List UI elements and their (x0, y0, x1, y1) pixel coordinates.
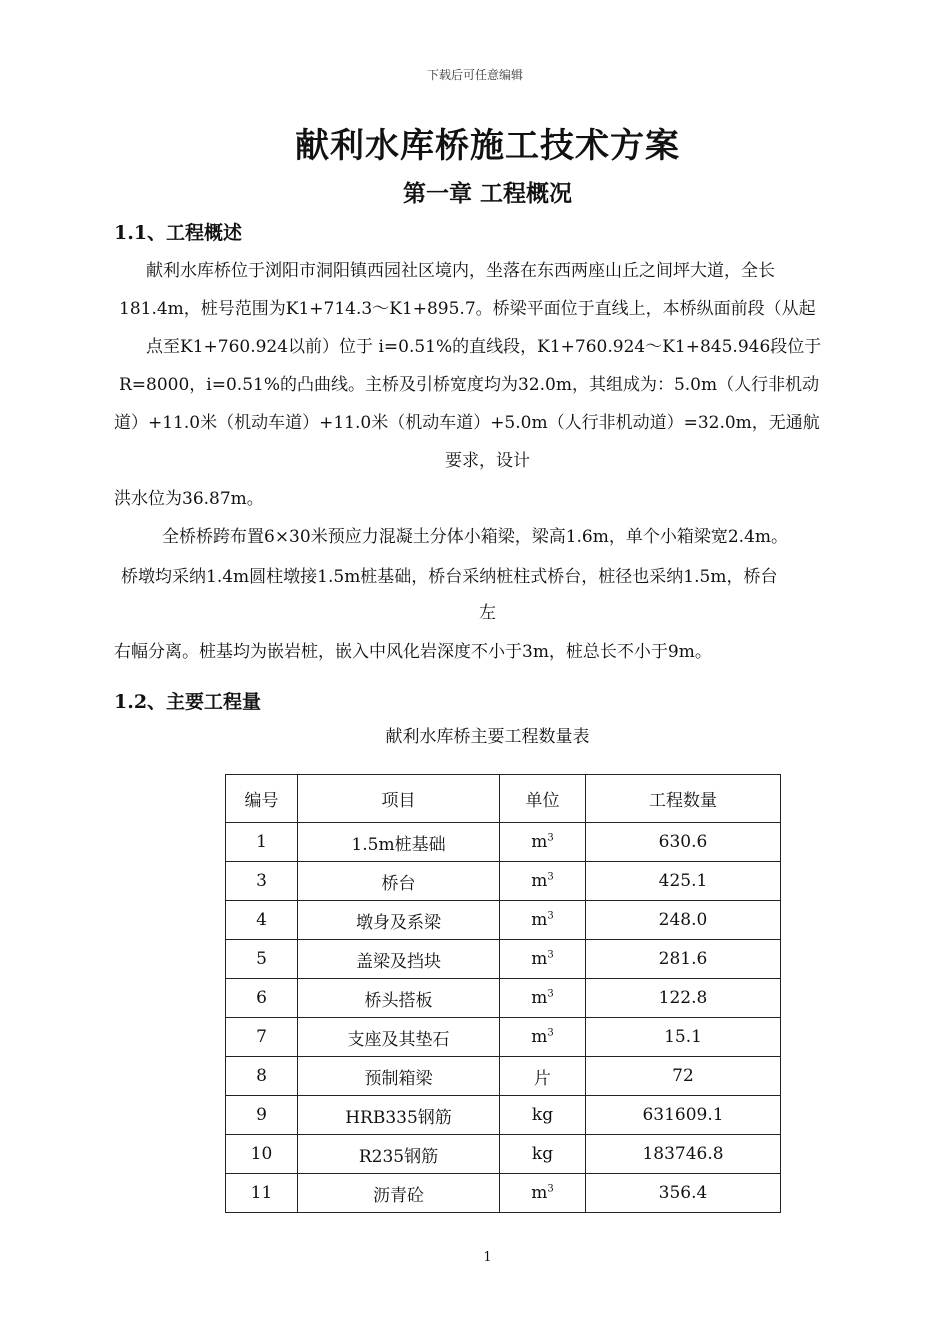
table-row (226, 901, 781, 940)
table-row (226, 1096, 781, 1135)
paragraph-line: 要求，设计 (445, 451, 530, 471)
cell-item: 支座及其垫石 (298, 1018, 500, 1057)
cell-unit (500, 1096, 586, 1135)
cell-quantity: 122.8 (586, 979, 781, 1018)
cell-no: 3 (226, 862, 298, 901)
section-heading-quantities: 1.2、主要工程量 (114, 691, 262, 713)
cell-quantity: 631609.1 (586, 1096, 781, 1135)
paragraph-line: 道）+11.0米（机动车道）+11.0米（机动车道）+5.0m（人行非机动道）=32.0m，无通航 (114, 413, 820, 433)
cell-item: 沥青砼 (298, 1174, 500, 1213)
unit-text: kg (531, 1144, 554, 1164)
unit-text: m (531, 988, 548, 1008)
unit-text: m (531, 1183, 548, 1203)
cell-no: 10 (226, 1135, 298, 1174)
cell-quantity: 248.0 (586, 901, 781, 940)
cell-quantity: 281.6 (586, 940, 781, 979)
table-row (226, 979, 781, 1018)
document-title: 献利水库桥施工技术方案 (295, 126, 680, 166)
unit-text: m (531, 949, 548, 969)
cell-quantity: 15.1 (586, 1018, 781, 1057)
unit-superscript: 3 (547, 910, 554, 922)
unit-text: 片 (534, 1068, 551, 1089)
cell-item: 1.5m桩基础 (298, 823, 500, 862)
unit-superscript: 3 (547, 871, 554, 883)
page-number: 1 (483, 1250, 492, 1265)
table-row (226, 862, 781, 901)
paragraph-line: 洪水位为36.87m。 (114, 489, 264, 509)
paragraph-line: 右幅分离。桩基均为嵌岩桩，嵌入中风化岩深度不小于3m，桩总长不小于9m。 (114, 642, 712, 662)
paragraph-line: 献利水库桥位于浏阳市洞阳镇西园社区境内，坐落在东西两座山丘之间坪大道，全长 (146, 261, 775, 281)
header-note: 下载后可任意编辑 (426, 68, 523, 82)
paragraph-line: 左 (479, 603, 496, 623)
table-row (226, 1057, 781, 1096)
column-header-quantity: 工程数量 (586, 775, 781, 823)
paragraph-line: 桥墩均采纳1.4m圆柱墩接1.5m桩基础，桥台采纳桩柱式桥台，桩径也采纳1.5m，桥台 (121, 567, 778, 587)
column-header-item: 项目 (298, 775, 500, 823)
cell-no: 5 (226, 940, 298, 979)
cell-no: 7 (226, 1018, 298, 1057)
paragraph-line: 点至K1+760.924以前）位于 i=0.51%的直线段，K1+760.924～K1+845.946段位于 (146, 337, 822, 357)
cell-item: 盖梁及挡块 (298, 940, 500, 979)
table-row (226, 1174, 781, 1213)
chapter-title: 第一章 工程概况 (402, 180, 572, 207)
section-heading-overview: 1.1、工程概述 (114, 222, 243, 244)
cell-unit (500, 940, 586, 979)
cell-unit (500, 862, 586, 901)
unit-superscript: 3 (547, 988, 554, 1000)
cell-no: 8 (226, 1057, 298, 1096)
cell-no: 9 (226, 1096, 298, 1135)
cell-unit (500, 1018, 586, 1057)
table-row (226, 1018, 781, 1057)
cell-item: HRB335钢筋 (298, 1096, 500, 1135)
column-header-unit: 单位 (500, 775, 586, 823)
cell-unit (500, 1135, 586, 1174)
cell-no: 4 (226, 901, 298, 940)
unit-text: kg (531, 1105, 554, 1125)
table-caption: 献利水库桥主要工程数量表 (385, 727, 590, 747)
cell-quantity: 425.1 (586, 862, 781, 901)
table-row (226, 940, 781, 979)
cell-item: R235钢筋 (298, 1135, 500, 1174)
cell-unit (500, 1057, 586, 1096)
quantity-table (225, 774, 781, 1213)
cell-no: 6 (226, 979, 298, 1018)
cell-quantity: 356.4 (586, 1174, 781, 1213)
unit-text: m (531, 1027, 548, 1047)
cell-no: 11 (226, 1174, 298, 1213)
cell-unit (500, 1174, 586, 1213)
column-header-no: 编号 (226, 775, 298, 823)
cell-no: 1 (226, 823, 298, 862)
table-row (226, 1135, 781, 1174)
cell-quantity: 72 (586, 1057, 781, 1096)
cell-item: 桥头搭板 (298, 979, 500, 1018)
paragraph-line: R=8000，i=0.51%的凸曲线。主桥及引桥宽度均为32.0m，其组成为：5.0m（人行非机动 (119, 375, 820, 395)
cell-quantity: 183746.8 (586, 1135, 781, 1174)
table-row (226, 823, 781, 862)
unit-text: m (531, 871, 548, 891)
cell-quantity: 630.6 (586, 823, 781, 862)
cell-item: 预制箱梁 (298, 1057, 500, 1096)
paragraph-line: 181.4m，桩号范围为K1+714.3～K1+895.7。桥梁平面位于直线上，本桥纵面前段（从起 (119, 299, 816, 319)
cell-item: 墩身及系梁 (298, 901, 500, 940)
cell-unit (500, 823, 586, 862)
unit-text: m (531, 910, 548, 930)
cell-unit (500, 979, 586, 1018)
unit-superscript: 3 (547, 1027, 554, 1039)
cell-item: 桥台 (298, 862, 500, 901)
unit-text: m (531, 832, 548, 852)
unit-superscript: 3 (547, 949, 554, 961)
unit-superscript: 3 (547, 832, 554, 844)
cell-unit (500, 901, 586, 940)
table-header-row (226, 775, 781, 823)
paragraph-line: 全桥桥跨布置6×30米预应力混凝土分体小箱梁，梁高1.6m，单个小箱梁宽2.4m。 (162, 527, 789, 547)
unit-superscript: 3 (547, 1183, 554, 1195)
